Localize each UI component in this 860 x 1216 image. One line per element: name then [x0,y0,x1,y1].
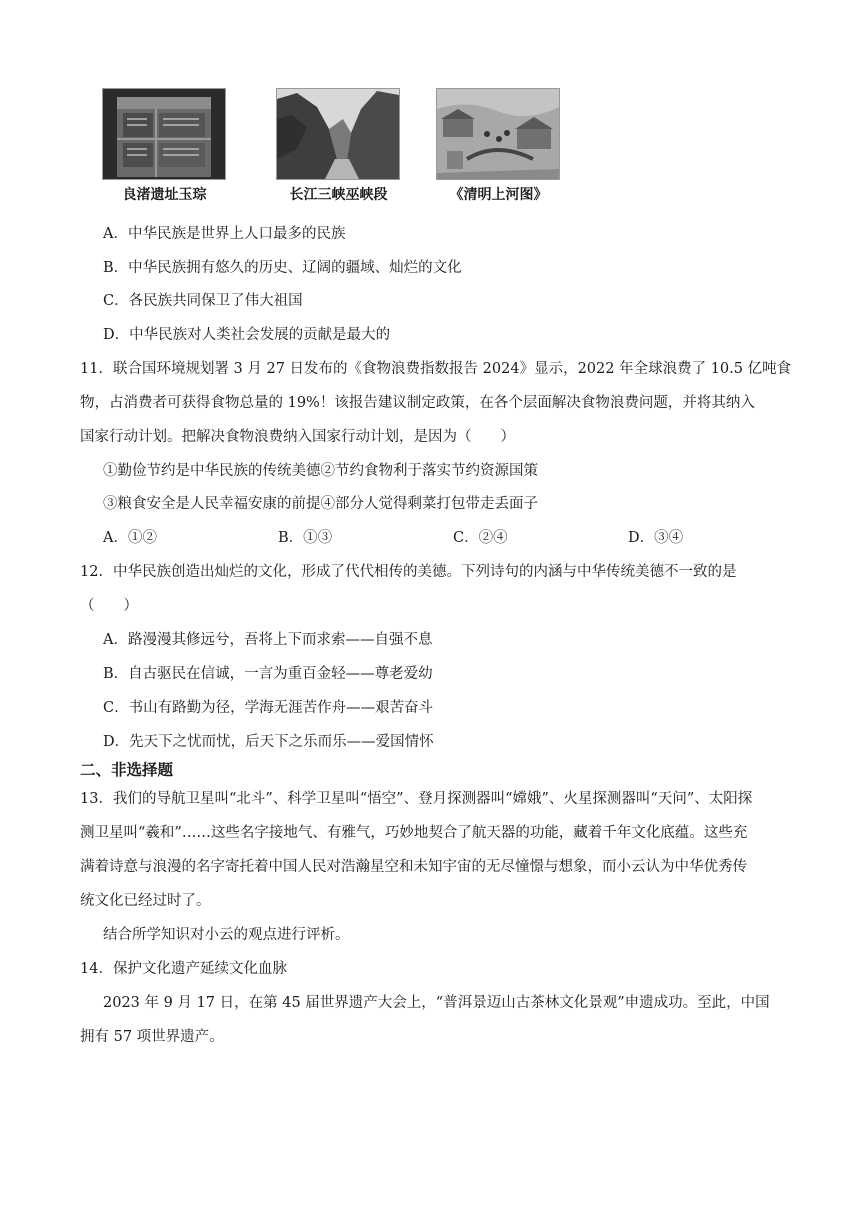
figure-caption: 《清明上河图》 [449,187,548,203]
q14-text-line-2: 拥有 57 项世界遗产。 [80,1029,224,1045]
q14-title: 14．保护文化遗产延续文化血脉 [80,961,287,977]
q13-stem-line-2: 测卫星叫“羲和”……这些名字接地气、有雅气，巧妙地契合了航天器的功能，藏着千年文化底蕴。这些充 [80,825,748,841]
q10-option-a: A．中华民族是世界上人口最多的民族 [103,226,346,242]
q11-stem-line-1: 11．联合国环境规划署 3 月 27 日发布的《食物浪费指数报告 2024》显示，2022 年全球浪费了 10.5 亿吨食 [80,361,792,377]
q10-option-c: C．各民族共同保卫了伟大祖国 [103,293,303,309]
q11-choice-c: C．②④ [453,530,508,546]
q11-statement-1: ①勤俭节约是中华民族的传统美德②节约食物利于落实节约资源国策 [103,463,538,479]
q11-statement-2: ③粮食安全是人民幸福安康的前提④部分人觉得剩菜打包带走丢面子 [103,496,538,512]
figure-caption: 长江三峡巫峡段 [289,187,388,203]
figures-row [100,88,580,203]
q11-choice-b: B．①③ [278,530,333,546]
figure-caption: 良渚遗址玉琮 [122,187,207,203]
q11-stem-line-2: 物，占消费者可获得食物总量的 19%！该报告建议制定政策，在各个层面解决食物浪费问题，并将其纳入 [80,395,755,411]
q12-option-b: B．自古驱民在信诚，一言为重百金轻——尊老爱幼 [103,666,433,682]
q12-option-c: C．书山有路勤为径，学海无涯苦作舟——艰苦奋斗 [103,700,434,716]
q12-stem-line-1: 12．中华民族创造出灿烂的文化，形成了代代相传的美德。下列诗句的内涵与中华传统美德不一致的是 [80,564,737,580]
jade-cong-photo [102,88,226,180]
q11-choice-a: A．①② [103,530,157,546]
figure-three-gorges [276,88,401,204]
figure-qingming-painting [436,88,561,204]
painting-scene-photo [436,88,560,180]
q11-stem-line-3: 国家行动计划。把解决食物浪费纳入国家行动计划，是因为（ ） [80,429,515,445]
figure-jade-cong [102,88,227,204]
q12-option-a: A．路漫漫其修远兮，吾将上下而求索——自强不息 [103,632,433,648]
q13-stem-line-4: 统文化已经过时了。 [80,893,211,909]
q11-choice-d: D．③④ [628,530,684,546]
q12-stem-line-2: （ ） [80,598,138,614]
q13-stem-line-1: 13．我们的导航卫星叫“北斗”、科学卫星叫“悟空”、登月探测器叫“嫦娥”、火星探测器叫“天问”、太阳探 [80,791,753,807]
q12-option-d: D．先天下之忧而忧，后天下之乐而乐——爱国情怀 [103,734,434,750]
q13-stem-line-3: 满着诗意与浪漫的名字寄托着中国人民对浩瀚星空和未知宇宙的无尽憧憬与想象，而小云认为中华优秀传 [80,859,747,875]
q10-option-b: B．中华民族拥有悠久的历史、辽阔的疆域、灿烂的文化 [103,260,462,276]
q13-task: 结合所学知识对小云的观点进行评析。 [103,927,350,943]
q10-option-d: D．中华民族对人类社会发展的贡献是最大的 [103,327,391,343]
q14-text-line-1: 2023 年 9 月 17 日，在第 45 届世界遗产大会上，“普洱景迈山古茶林文化景观”申遗成功。至此，中国 [103,995,770,1011]
q11-choices [103,528,683,548]
section-title-non-choice: 二、非选择题 [80,761,174,779]
gorge-landscape-photo [276,88,400,180]
